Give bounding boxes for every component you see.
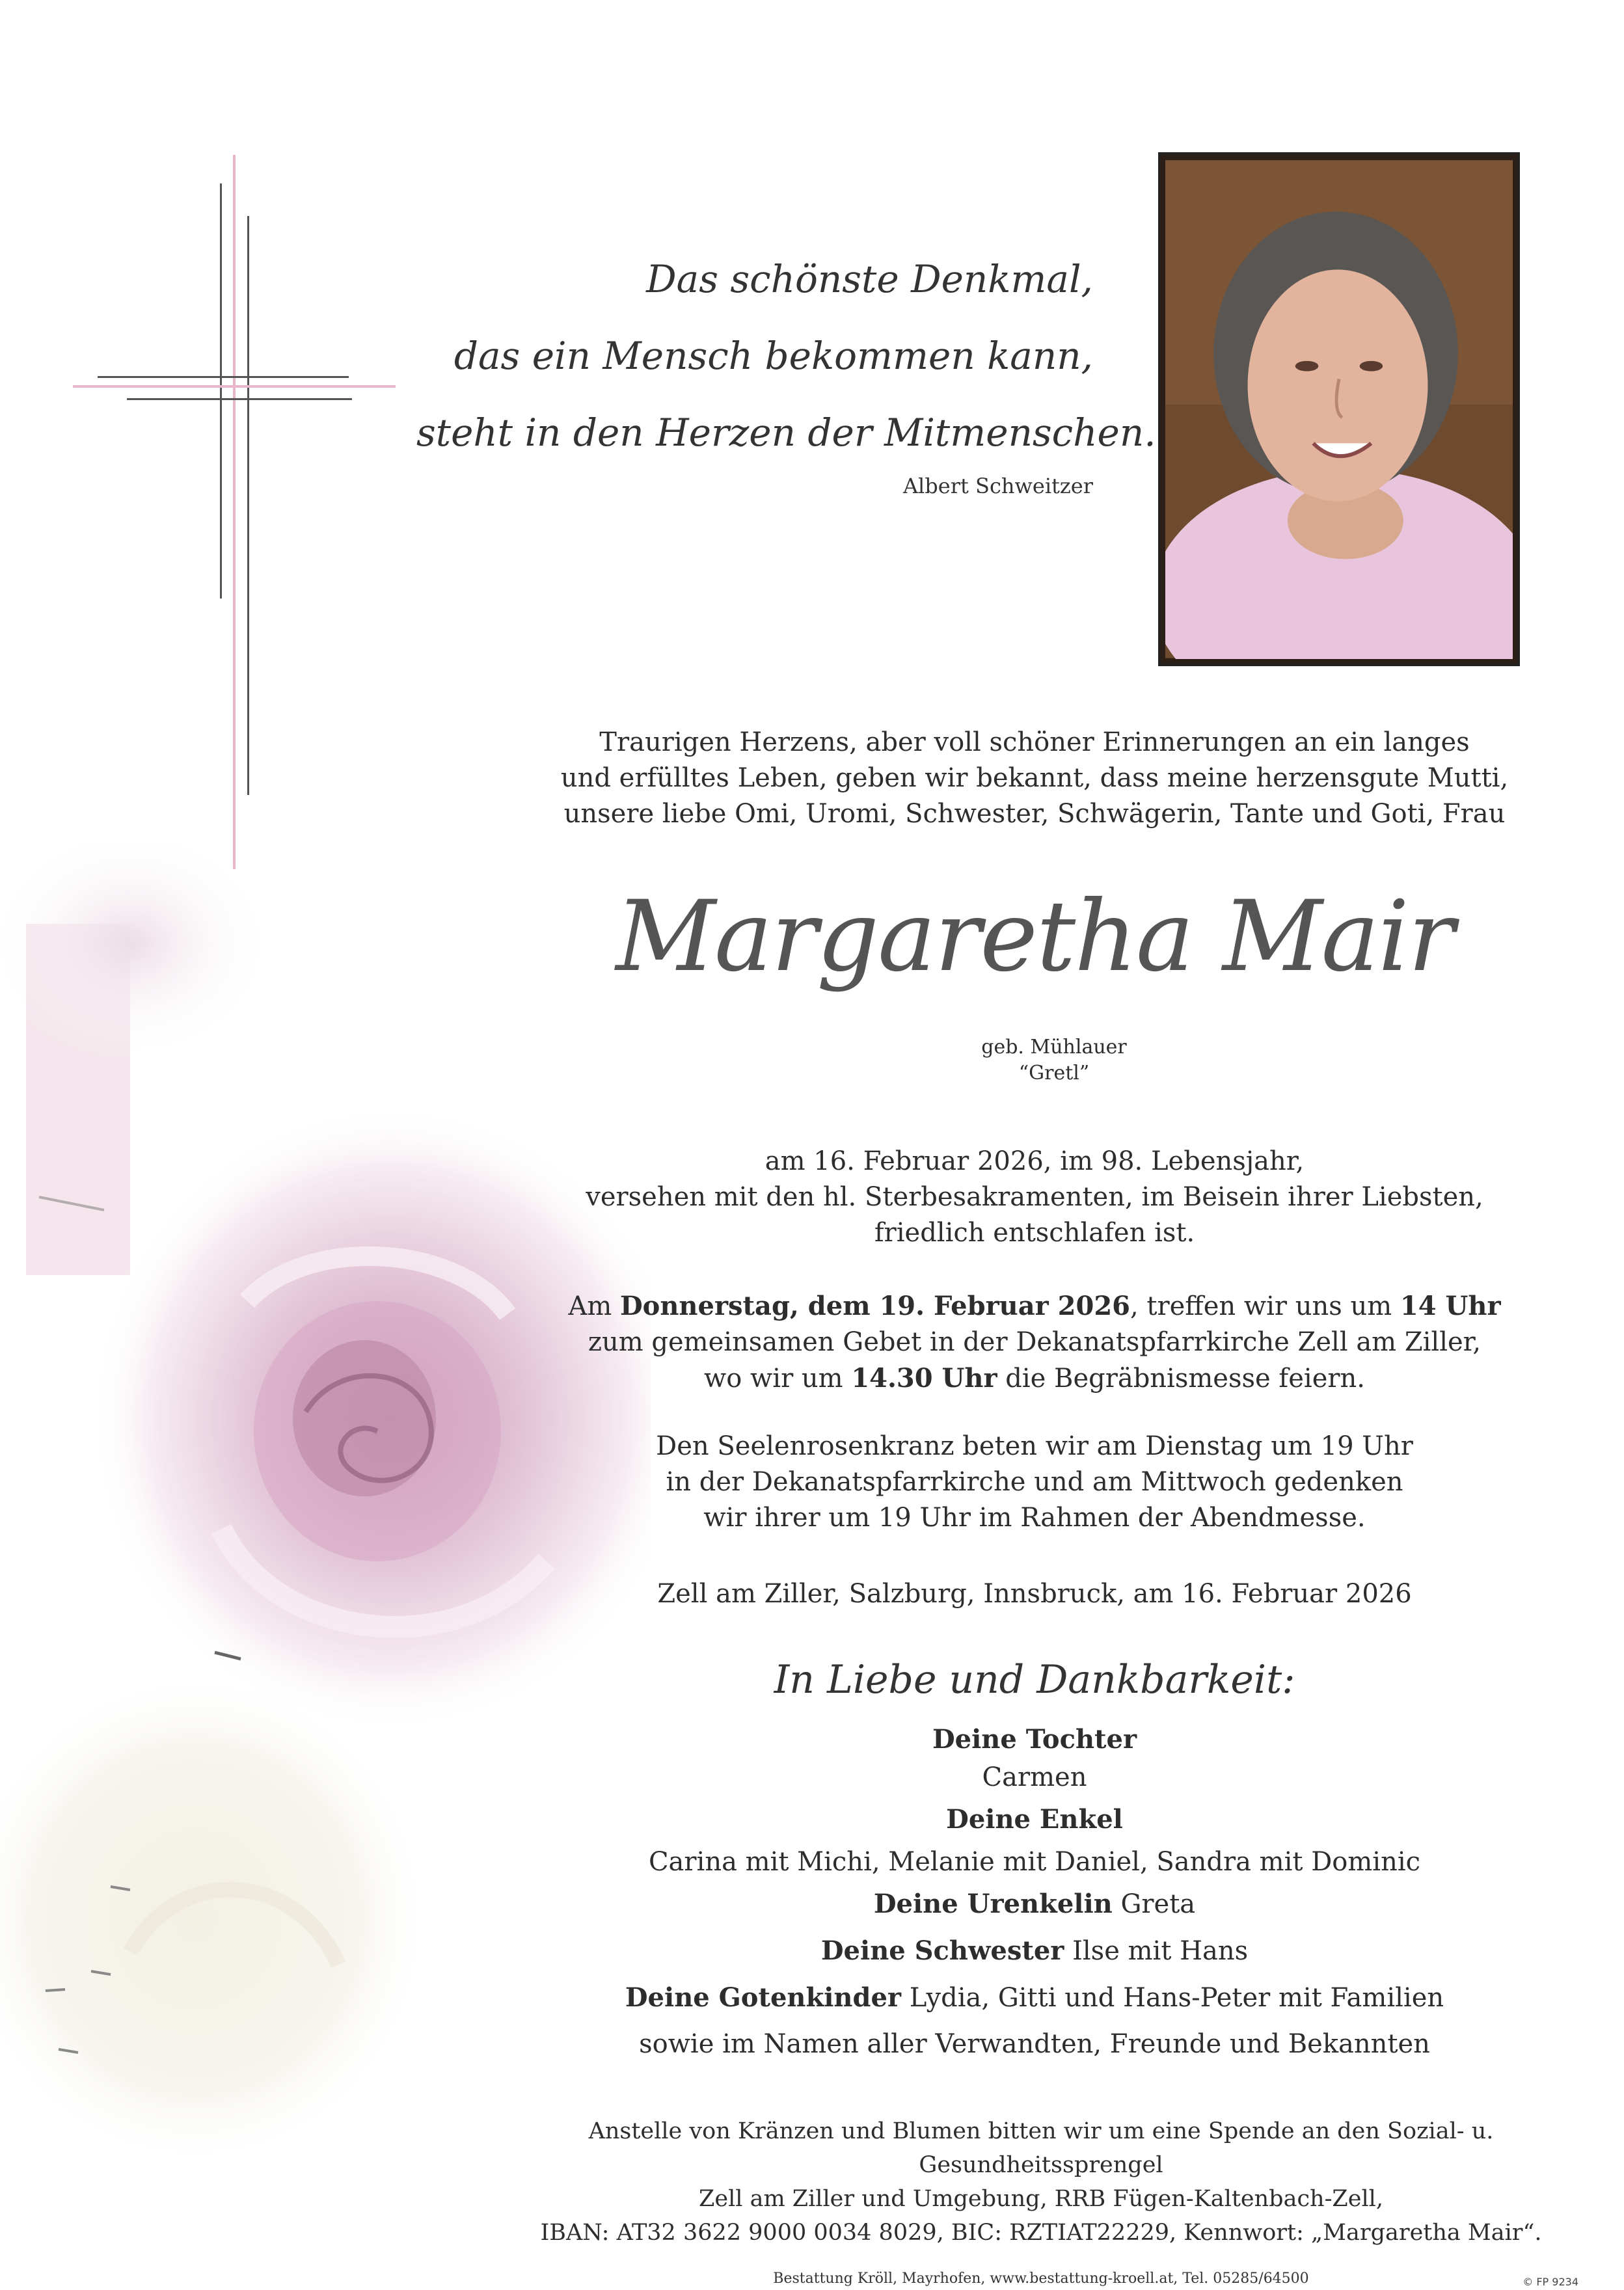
funeral-line: zum gemeinsamen Gebet in der Dekanatspfarrkirche Zell am Ziller, [588, 1327, 1482, 1357]
sister-line [553, 1928, 1516, 1974]
cross-vertical-dark-right [247, 216, 249, 795]
donation-note [508, 2114, 1575, 2250]
funeral-line [553, 1288, 1516, 1325]
thanks-heading: In Liebe und Dankbarkeit: [774, 1657, 1295, 1703]
portrait-image [1165, 159, 1513, 659]
rosary-line: Den Seelenrosenkranz beten wir am Dienstag um 19 Uhr [656, 1431, 1413, 1461]
birth-name: geb. Mühlauer [981, 1036, 1127, 1058]
intro-line: und erfülltes Leben, geben wir bekannt, dass meine herzensgute Mutti, [560, 763, 1509, 793]
quote-line: steht in den Herzen der Mitmenschen. [416, 411, 1156, 455]
daughter-label: Deine Tochter [932, 1724, 1137, 1755]
grandchildren-names: Carina mit Michi, Melanie mit Daniel, Sandra mit Dominic [648, 1847, 1421, 1877]
death-notice [553, 1144, 1516, 1251]
rosary-line: wir ihrer um 19 Uhr im Rahmen der Abendmesse. [703, 1503, 1366, 1533]
intro-line: unsere liebe Omi, Uromi, Schwester, Schwägerin, Tante und Goti, Frau [563, 799, 1506, 829]
funeral-text: , treffen wir uns um [1130, 1291, 1400, 1321]
intro-line: Traurigen Herzens, aber voll schöner Erinnerungen an ein langes [599, 727, 1470, 757]
godchildren-label: Deine Gotenkinder [625, 1982, 901, 2013]
deceased-birth-info [924, 1034, 1184, 1086]
great-grandchild-label: Deine Urenkelin [873, 1889, 1113, 1919]
funeral-time: 14 Uhr [1400, 1291, 1501, 1321]
sister-label: Deine Schwester [820, 1935, 1064, 1966]
funeral-date: Donnerstag, dem 19. Februar 2026 [619, 1291, 1130, 1321]
sister-names: Ilse mit Hans [1064, 1936, 1249, 1966]
cross-vertical-pink [233, 155, 236, 869]
form-code: © FP 9234 [1522, 2276, 1578, 2288]
great-grandchild-line [553, 1881, 1516, 1928]
rosary-info [553, 1429, 1516, 1536]
intro-text [553, 725, 1516, 832]
portrait-photo [1158, 152, 1520, 666]
cross-horizontal-pink [73, 385, 396, 388]
deceased-name: Margaretha Mair [616, 880, 1454, 993]
death-line: versehen mit den hl. Sterbesakramenten, im Beisein ihrer Liebsten, [586, 1182, 1483, 1212]
mass-time: 14.30 Uhr [851, 1363, 997, 1394]
cross-horizontal-dark-top [98, 376, 349, 378]
cross-horizontal-dark-bottom [127, 398, 352, 400]
quote [416, 241, 1156, 498]
quote-line: Das schönste Denkmal, [646, 257, 1093, 301]
godchildren-line [553, 1974, 1516, 2021]
funeral-line [553, 1360, 1516, 1397]
funeral-text: Am [568, 1291, 620, 1321]
funeral-home-footer: Bestattung Kröll, Mayrhofen, www.bestattung-kroell.at, Tel. 05285/64500 [773, 2270, 1309, 2287]
great-grandchild-names: Greta [1112, 1889, 1196, 1919]
donation-line: IBAN: AT32 3622 9000 0034 8029, BIC: RZTIAT22229, Kennwort: „Margaretha Mair“. [540, 2220, 1542, 2246]
nickname: “Gretl” [1018, 1062, 1090, 1084]
daughter-names: Carmen [982, 1762, 1087, 1792]
donation-line: Anstelle von Kränzen und Blumen bitten wir um eine Spende an den Sozial- u. Gesundheitssprengel [588, 2118, 1494, 2178]
grandchildren-label: Deine Enkel [946, 1804, 1123, 1835]
quote-author: Albert Schweitzer [902, 474, 1093, 498]
funeral-text: die Begräbnismesse feiern. [997, 1364, 1365, 1394]
family-list [553, 1721, 1516, 2068]
death-line: am 16. Februar 2026, im 98. Lebensjahr, [765, 1146, 1305, 1176]
quote-line: das ein Mensch bekommen kann, [453, 334, 1093, 378]
cross-vertical-dark-left [220, 183, 222, 599]
death-line: friedlich entschlafen ist. [874, 1218, 1195, 1248]
others-line: sowie im Namen aller Verwandten, Freunde und Bekannten [639, 2029, 1430, 2059]
funeral-info [553, 1288, 1516, 1397]
rosary-line: in der Dekanatspfarrkirche und am Mittwoch gedenken [666, 1467, 1403, 1497]
donation-line: Zell am Ziller und Umgebung, RRB Fügen-Kaltenbach-Zell, [699, 2186, 1383, 2212]
godchildren-names: Lydia, Gitti und Hans-Peter mit Familien [900, 1983, 1444, 2013]
funeral-text: wo wir um [704, 1364, 852, 1394]
place-date: Zell am Ziller, Salzburg, Innsbruck, am 16. Februar 2026 [657, 1579, 1412, 1609]
